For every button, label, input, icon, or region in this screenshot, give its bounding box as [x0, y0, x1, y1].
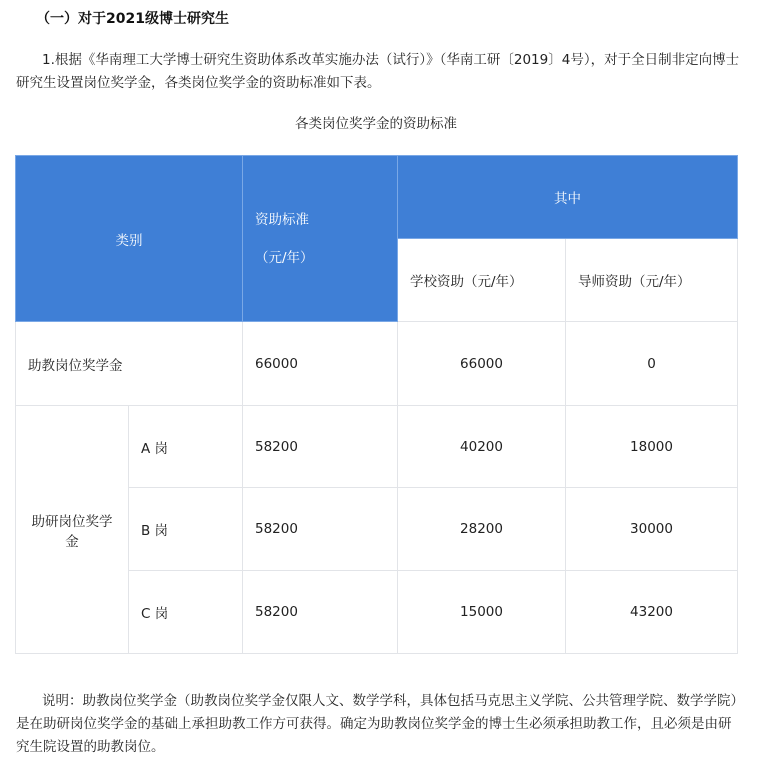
cell-grade: C 岗	[129, 571, 243, 654]
header-of-which: 其中	[398, 156, 738, 239]
cell-school: 15000	[398, 571, 566, 654]
table-row-research-a	[16, 406, 738, 488]
header-standard-line1: 资助标准	[255, 211, 309, 228]
header-advisor-funding: 导师资助（元/年）	[566, 239, 738, 322]
cell-standard: 58200	[243, 571, 398, 654]
cell-school: 28200	[398, 488, 566, 571]
intro-paragraph: 1.根据《华南理工大学博士研究生资助体系改革实施办法（试行）》（华南工研〔2019〕4号），对于全日制非定向博士研究生设置岗位奖学金，各类岗位奖学金的资助标准如下表。	[16, 52, 740, 91]
row-label-teaching: 助教岗位奖学金	[16, 322, 243, 406]
cell-standard: 66000	[243, 322, 398, 406]
cell-advisor: 30000	[566, 488, 738, 571]
header-category: 类别	[16, 156, 243, 322]
note-paragraph: 说明：助教岗位奖学金（助教岗位奖学金仅限人文、数学学科，具体包括马克思主义学院、公共管理学院、数学学院）是在助研岗位奖学金的基础上承担助教工作方可获得。确定为助教岗位奖学金的博士生必须承担助教工作，且必须是由研究生院设置的助教岗位。	[16, 693, 744, 755]
cell-advisor: 43200	[566, 571, 738, 654]
section-heading: （一）对于2021级博士研究生	[36, 11, 229, 27]
cell-school: 40200	[398, 406, 566, 488]
cell-school: 66000	[398, 322, 566, 406]
header-school-funding: 学校资助（元/年）	[398, 239, 566, 322]
cell-grade: B 岗	[129, 488, 243, 571]
scholarship-table	[15, 155, 738, 654]
cell-standard: 58200	[243, 488, 398, 571]
header-standard-line2: （元/年）	[255, 249, 314, 266]
cell-grade: A 岗	[129, 406, 243, 488]
row-label-research: 助研岗位奖学金	[16, 406, 129, 654]
table-row-teaching	[16, 322, 738, 406]
cell-advisor: 0	[566, 322, 738, 406]
table-caption: 各类岗位奖学金的资助标准	[295, 116, 457, 132]
cell-advisor: 18000	[566, 406, 738, 488]
header-standard	[243, 156, 398, 322]
cell-standard: 58200	[243, 406, 398, 488]
